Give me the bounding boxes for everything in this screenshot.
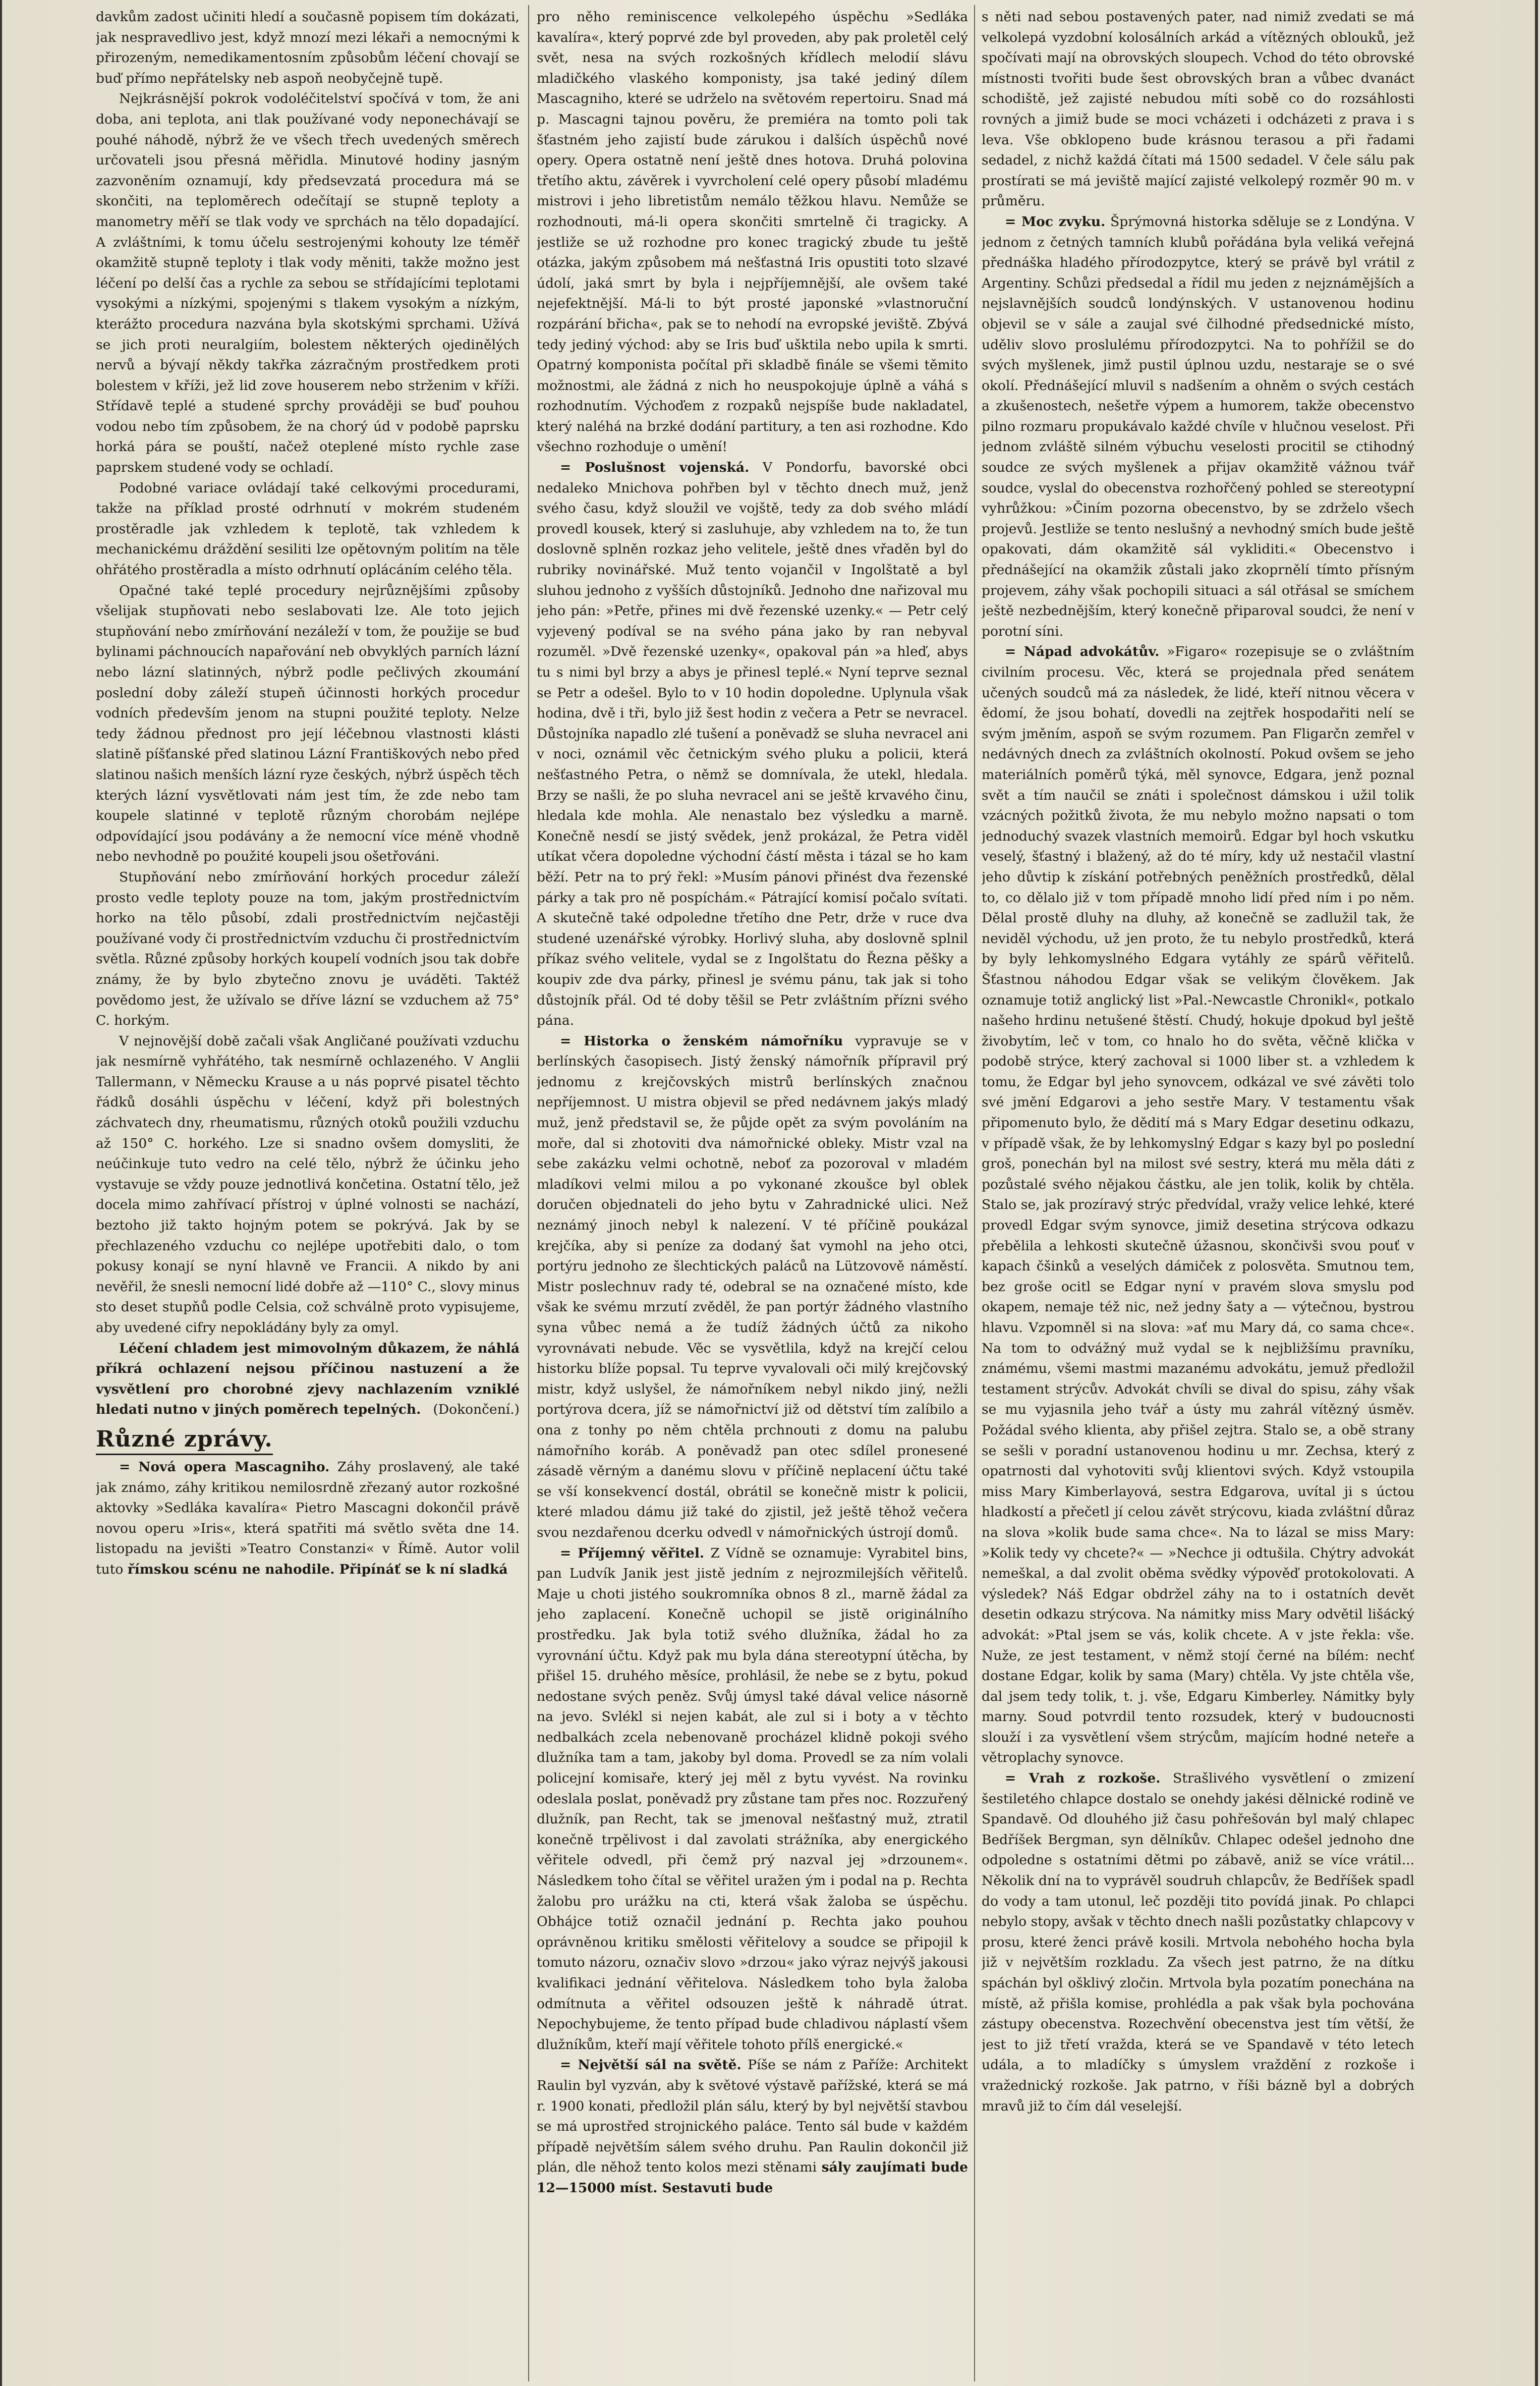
news-body: Píše se nám z Paříže: Architekt Raulin byl vyzván, aby k světové výstavě pařížské, která se má r. 1900 konati, předložil plán sálu, který by byl největší stavbou se má uprostřed strojnického paláce. Tento sál bude v každém případě největším sálem svého druhu. Pan Raulin dokončil již plán, dle něhož tento kolos mezi stěnami <box>537 2057 968 2176</box>
news-item <box>96 1457 520 1580</box>
news-item <box>537 458 968 1031</box>
article-paragraph: Stupňování nebo zmírňování horkých procedur záleží prosto vedle teploty pouze na tom, jakým prostřednictvím horko na tělo působí, zdali prostřednictvím nejčastěji používané vody či prostřednictvím vzduchu či prostřednictvím světla. Různé způsoby horkých koupelí vodních jsou tak dobře známy, že by bylo zbytečno znovu je uváděti. Taktéž povědomo jest, že užívalo se dříve lázní se vzduchem až 75° C. horkým. <box>96 869 520 1029</box>
news-headline: = Historka o ženském námořníku <box>560 1033 843 1049</box>
column-2 <box>537 7 968 2373</box>
article-paragraph: Nejkrásnější pokrok vodoléčitelství spočívá v tom, že ani doba, ani teplota, ani tlak používané vody neponechávají se pouhé náhodě, nýbrž že ve všech třech uvedených směrech určovateli jsou přesná měřidla. Minutové hodiny jasným zazvoněním oznamují, kdy předsevzatá procedura má se skončiti, na teploměrech odečítají se stupně teploty a manometry měří se tlak vody ve sprchách na tělo dopadající. A zvláštními, k tomu účelu sestrojenými kohouty lze téměř okamžitě stupně teploty i tlak vody měniti, takže možno jest léčení po delší čas a rychle za sebou se střídajícími teplotami vysokými a nízkými, spojenými s tlakem vysokým a nízkým, kterážto procedura nazvána byla skotskými sprchami. Užívá se jich proti neuralgiím, bolestem některých ojedinělých nervů a bývají někdy takřka zázračným prostředkem proti bolestem v kříži, jež lid zove houserem nebo strženim v kříži. Střídavě teplé a studené sprchy prováději se buď pouhou vodou nebo tím způsobem, že na chorý úd v podobě paprsku horká pára se pouští, načež oteplené místo rychle zase paprskem studené vody se ochladí. <box>96 91 520 476</box>
news-item <box>537 2055 968 2198</box>
news-body: vypravuje se v berlínských časopisech. Jistý ženský námořník přípravil prý jednomu z krejčovských mistrů berlínských značnou nepříjemnost. U mistra objevil se před nedávnem jakýs mladý muž, jenž představil se, že půjde opět za svým povoláním na moře, dal si zhotoviti dva námořnické obleky. Mistr vzal na sebe zakázku velmi ochotně, neboť za pozoroval v mladém mladíkovi velmi milou a po vykonané zkoušce byl oblek doručen objednateli do jeho bytu v Zahradnické ulici. Než neznámý jinoch nebyl k nalezení. V té příčině poukázal krejčíka, aby si peníze za dodaný šat vymohl na jeho otci, portýru jednoho ze šlechtických paláců na Lützovově náměstí. Mistr poslechnuv rady té, odebral se na označené místo, kde však ke svému mrzutí zvěděl, že pan portýr žádného vlastního syna vůbec nemá a že tudíž žádných účtů za nikoho vyrovnávati nebude. Věc se vysvětlila, když na krejčí celou historku blíže popsal. Tu teprve vyvalovali oči milý krejčovský mistr, když uslyšel, že námořníkem nebyl nikdo jiný, nežli portýrova dcera, jíž se námořnictví již od dětství tím zalíbilo a ona z tonhy po něm chtěla prchnouti z domu na palubu námořního koráb. A poněvadž pan otec sdílel pronesené zásadě věrným a danému slovu v příčině neplacení účtu také se vší konsekvencí dostál, obrátil se konečně mistr k policii, které mladou dámu již také do zjistil, jež ještě těhož večera svou nezdařenou dcerku odvedl v námořnických ústrojí domů. <box>537 1033 968 1540</box>
article-final-text: Léčení chladem jest mimovolným důkazem, že náhlá příkrá ochlazení nejsou příčinou nastuzení a že vysvětlení pro chorobné zjevy nachlazením vzniklé hledati nutno v jiných poměrech tepelných. <box>96 1340 520 1418</box>
news-item <box>537 1543 968 2056</box>
news-headline: = Příjemný věřitel. <box>560 1545 705 1561</box>
news-item <box>537 1031 968 1543</box>
page-edge-left <box>0 0 2 2386</box>
column-rule <box>528 5 529 2381</box>
news-headline: = Největší sál na světě. <box>560 2057 742 2073</box>
news-headline: = Nápad advokátův. <box>1005 644 1160 660</box>
news-headline: = Poslušnost vojenská. <box>560 460 750 476</box>
news-headline: = Vrah z rozkoše. <box>1005 1770 1161 1787</box>
article-paragraph: V nejnovější době začali však Angličané používati vzduchu jak nesmírně vyhřátého, tak nesmírně ochlazeného. V Anglii Tallermann, v Německu Krause a u nás poprvé pisatel těchto řádků dosáhli úspěchu v léčení, když při bolestných záchvatech dny, rheumatismu, různých otoků použili vzduchu až 150° C. horkého. Lze si snadno ovšem domysliti, že neúčinkuje tuto vedro na celé tělo, nýbrž že účinku jeho vystavuje se vždy pouze jednotlivá končetina. Ostatní tělo, jež docela mimo zahřívací přístroj v úplné volnosti se nachází, beztoho již takto hojným potem se pokrývá. Jak by se přechlazeného vzduchu co nejlépe upotřebiti dalo, o tom pokusy konají se nyní hlavně ve Francii. A nikdo by ani nevěřil, že snesli nemocní lidé dobře až —110° C., slovy minus sto deset stupňů podle Celsia, což schválně proto vypisujeme, aby uvedené cifry nepokládány byly za omyl. <box>96 1033 520 1336</box>
news-headline: = Nová opera Mascagniho. <box>119 1459 330 1475</box>
column-rule <box>974 5 975 2381</box>
news-body: Záhy proslavený, ale také jak známo, záhy kritikou nemilosrdně zřezaný autor rozkošné aktovky »Sedláka kavalíra« Pietro Mascagni dokončil právě novou operu »Iris«, která spatřiti má světlo světa dne 14. listopadu na jevišti »Teatro Constanzi« v Římě. Autor volil tuto <box>96 1459 520 1577</box>
news-continuation: s něti nad sebou postavených pater, nad nimiž zvedati se má velkolepá vyzdobní kolosálních arkád a vítězných oblouků, jež spočívati mají na obrovských sloupech. Vchod do této obrovské místnosti tvořiti bude šest obrovských bran a vůbec dvanáct schodiště, jež zajisté nebudou míti sobě co do rozsáhlosti rovných a jimiž bude se moci vcházeti i odcházeti z prava i s leva. Vše obklopeno bude krásnou terasou a při řadami sedadel, z nichž každá čítati má 1500 sedadel. V čele sálu pak prostírati se má jeviště mající zajisté velkolepý rozměr 90 m. v průměru. <box>982 9 1414 209</box>
news-body: »Figaro« rozepisuje se o zvláštním civilním procesu. Věc, která se projednala před senátem učených soudců má za následek, že lidé, kteří nitnou věcera v ědomí, že jsou bohatí, dovedli na zejtřek hospodařiti nelí se svým jměním, aspoň se svým rozumem. Pan Fligarčn zemřel v nedávných dnech za zvláštních okolností. Pokud ovšem se jeho materiálních poměrů týká, měl synovce, Edgara, jenž poznal svět a tím naučil se znáti i společnost dámskou i užil tolik vzácných požitků života, že mu nebylo možno napsati o tom jednoduchý svazek vlastních memoirů. Edgar byl hoch vskutku veselý, šťastný i blažený, až do té míry, kdy už nestačil vlastní jeho důvtip k získání potřebných peněžních prostředků, dělal to, co dělalo již v tom případě mnoho lidí před ním i po něm. Dělal prostě dluhy na dluhy, až konečně se zadlužil tak, že neviděl východu, už jen proto, že tu nebylo prostředků, která by byly lehkomyslného Edgara vytáhly ze spárů věřitelů. Šťastnou náhodou Edgar však se velikým člověkem. Jak oznamuje totiž anglický list »Pal.-Newcastle Chronikl«, potkalo našeho hrdinu netušené štěstí. Chudý, hokuje dpokud byl ještě živobytím, leč v tom, co hnalo ho do světa, věčně klička v podobě strýce, který zachoval si 1000 liber st. a vzhledem k tomu, že Edgar byl jeho synovcem, odkázal ve své závěti tolo své jmění Edgarovi a jeho sestře Mary. V testamentu však připomenuto bylo, že dědití má s Mary Edgar desetinu odkazu, v případě však, že by lehkomyslný Edgar s kazy byl po poslední groš, ponechán byl na milost své sestry, která mu měla dáti z pozůstalé svého nějakou částku, ale jen tolik, kolik by chtěla. Stalo se, jak prozíravý strýc předvídal, vražy velice lehké, které provedl Edgar svým synovce, jimiž desetina strýcova odkazu přebělila a lehkosti skutečně úžasnou, skončivši svou pouť v kapach čšinků a veselých dámiček z polosvěta. Smutnou tem, bez groše ocitl se Edgar nyní v pravém slova smyslu pod okapem, nemaje též nic, než jedny šaty a — výtečnou, bystrou hlavu. Vzpomněl si na slova: »ať mu Mary dá, co sama chce«. Na tom to odvážný muž vydal se k nejbližšímu pravníku, známému, všemi mastmi mazanému advokátu, jemuž předložil testament strýcův. Advokát chvíli se dival do spisu, záhy však se mu vyjasnila jeho tvář a ústy mu zahrál vítězný úsměv. Požádal svého klienta, aby přišel zejtra. Stalo se, a obě strany se sešli v poradní ustanovenou hodinu u mr. Zechsa, který z opatrnosti dal vyhotoviti svůj klientovi svých. Když vstoupila miss Mary Kimberlayová, sestra Edgarova, uvítal ji s úctou hladkostí a přečetl jí celou závět strýcovu, kiada zvláštní důraz na slova »kolik bude sama chce«. Na to lázal se miss Mary: »Kolik tedy vy chcete?« — »Nechce ji odtušila. Chýtry advokát nemeškal, a dal zvolit oběma svědky výpověď protokolovati. A výsledek? Náš Edgar obdržel záhy na to i ostatních devět desetin odkazu strýcova. Na námitky miss Mary odvětil lišácký advokát: »Ptal jsem se vás, kolik chcete. A v jste řekla: vše. Nuže, ze jest testament, v němž stojí černé na bílém: nechť dostane Edgar, kolik by sama (Mary) chtěla. Vy jste chtěla vše, dal jsem tedy tolik, t. j. vše, Edgaru Kimberley. Námitky byly marny. Soud potvrdil tento rozsudek, který v budoucnosti slouží i za vysvětlení všem strýcům, majícím hodné neteře a větroplachy synovce. <box>982 644 1414 1766</box>
page-edge-right <box>1535 0 1538 2386</box>
section-heading: Různé zprávy. <box>96 1425 273 1455</box>
article-paragraph: davkům zadost učiniti hledí a současně popisem tím dokázati, jak nespravedlivo jest, když mnozí mezi lékaři a nemocnými k přirozeným, nemedikamentosním způsobům léčení chovají se buď přímo nepřátelsky neb aspoň neobyčejně tupě. <box>96 9 520 86</box>
news-body: Šprýmovná historka sděluje se z Londýna. V jednom z četných tamních klubů pořádána byla veliká veřejná přednáška hladého přírodozpytce, který se právě byl vrátil z Argentiny. Schůzi předsedal a řídil mu jeden z nejznámějších a nejslavnějších soudců londýnských. V ustanovenou hodinu objevil se v sále a zaujal své čilhodné předsednické místo, uděliv slovo proslulému přírodozpytci. Na to pohřížil se do svých myšlenek, jimž pustil úplnou uzdu, nestaraje se o své okolí. Přednášející mluvil s nadšením a ohněm o svých cestách a zkušenostech, nešetře výpem a humorem, takže obecenstvo pilno rozmaru propukávalo každé chvíle v hlučnou veselost. Při jednom zvláště silném výbuchu veselosti procitil se ctihodný soudce ze svých myšlenek a přijav okamžitě vážnou tvář soudce, vyslal do obecenstva rozhořčený pohled se stereotypní vyhrůžkou: »Činím pozorna obecenstvo, by se zdrželo všech projevů. Jestliže se tento neslušný a nevhodný smích bude ještě opakovati, dám okamžitě sál vykliditi.« Obecenstvo i přednášející na okamžik zůstali jako zkoprnělí tímto přísným projevem, záhy však pochopili situaci a sál otřásal se smíchem ještě nezbednějším, který konečně připaroval soudci, že není v porotní síni. <box>982 213 1414 639</box>
column-3 <box>982 7 1414 2373</box>
news-body: V Pondorfu, bavorské obci nedaleko Mnichova pohřben byl v těchto dnech muž, jenž svého času, když sloužil ve vojště, tedy za dob svého mládí provedl kousek, který si zasluhuje, aby vzhledem na to, že tun doslovně splněn rozkaz jeho velitele, ještě dnes vřaděn byl do rubriky novinářské. Muž tento vojančil v Ingolštatě a byl sluhou jednoho z vyšších důstojníků. Jednoho dne nařizoval mu jeho pán: »Petře, přines mi dvě řezenské uzenky.« — Petr celý vyjevený podíval se na svého pána jako by ran nebyval rozuměl. »Dvě řezenské uzenky«, opakoval pán »a hleď, abys tu s nimi byl brzy a abys je přinesl teplé.« Nyní teprve seznal se Petr a odešel. Bylo to v 10 hodin dopoledne. Uplynula však hodina, dvě i tři, bylo již šest hodin z večera a Petr se nevracel. Důstojníka napadlo zlé tušení a poněvadž se sluha nevracel ani v noci, oznámil věc četnickým svého pluku a policii, která nešťastného Petra, o němž se domnívala, že utekl, hledala. Brzy se našli, že po sluha nevracel ani se ještě krvavého činu, hledala kde mohla. Ale nenastalo bez výsledku a marně. Konečně nesdí se jistý svědek, jenž prokázal, že Petra viděl utíkat včera dopoledne východní částí města i tázal se ho kam běží. Petr na to prý řekl: »Musím pánovi přinést dva řezenské párky a tak pro ně pospíchám.« Pátrající komisí počalo svítati. A skutečně také odpoledne třetího dne Petr, drže v ruce dva studené uzenářské výrobky. Horlivý sluha, aby doslovně splnil příkaz svého velitele, vydal se z Ingolštatu do Řezna pěšky a koupiv zde dva párky, přinesl je svému pánu, tak jak si toho důstojník přál. Od té doby těšil se Petr zvláštním přízni svého pána. <box>537 460 968 1029</box>
news-body: Z Vídně se oznamuje: Vyrabitel bins, pan Ludvík Janik jest jistě jedním z nejrozmilejších věřitelů. Maje u choti jistého soukromníka obnos 8 zl., marně žádal za jeho zaplacení. Konečně uchopil se jistě originálního prostředku. Jak byla totiž svého dlužníka, žádal ho za vyrovnání účtu. Když pak mu byla dána stereotypní útěcha, by přišel 15. druhého měsíce, prohlásil, že nebe se z bytu, pokud nedostane svých peněz. Svůj úmysl také dával velice násorně na jevo. Svlékl si nejen kabát, ale zul si i boty a v těchto nedbalkách zcela nebenovaně procházel klidně pokoji svého dlužníka tam a tam, jakoby byl doma. Provedl se za ním volali policejní komisaře, který jej měl z bytu vyvést. Na rovinku odeslala poslat, poněvadž pry zůstane tam přes noc. Rozzuřený dlužník, pan Recht, tak se jmenoval nešťastný muž, ztratil konečně trpělivost i dal zavolati strážníka, aby energického věřitele odvedl, při čemž prý nazval jej »drzounem«. Následkem toho čítal se věřitel uražen ým i podal na p. Rechta žalobu pro urážku na cti, která však žaloba se úspěchu. Obhájce totiž označil jednání p. Rechta jako pouhou oprávněnou kritiku smělosti věřitelovy a soudce se připojil k tomuto názoru, označiv slovo »drzou« jako výraz nejvýš jakousi kvalifikaci jednání věřitelova. Následkem toho byla žaloba odmítnuta a věřitel odsouzen ještě k náhradě útrat. Nepochybujeme, že tento případ bude chladivou náplastí všem dlužníkům, kteří mají věřitele tohoto přílš energické.« <box>537 1545 968 2052</box>
article-paragraph-final <box>96 1339 520 1420</box>
news-item <box>982 212 1414 642</box>
news-continuation: pro něho reminiscence velkolepého úspěchu »Sedláka kavalíra«, který poprvé zde byl proveden, aby pak proletěl celý svět, nesa na svých rozkošných křídlech melodií slávu mladičkého vlaského komponisty, jsa také jediný dílem Mascagniho, které se udrželo na světovém repertoiru. Snad má p. Mascagni tajnou pověru, že premiéra na tomto poli tak šťastném jeho zajistí bude zárukou i dalších úspěchů nové opery. Opera ostatně není ještě dnes hotova. Druhá polovina třetího aktu, závěrek i vyvrcholení celé opery působí mladému mistrovi i jeho libretistům nemálo těžkou hlavu. Nemůže se rozhodnouti, má-li opera skončiti smrtelně či tragicky. A jestliže se už rozhodne pro konec tragický zbude tu ještě otázka, jakým způsobem má nešťastná Iris opustiti toto slzavé údolí, jaká smrt by byla i nejpříjemnější, ale ovšem také nejefektnější. Má-li to být prosté japonské »vlastnoruční rozpárání břicha«, pak se to nehodí na evropské jeviště. Zbývá tedy jediný východ: aby se Iris buď ušktila nebo upila k smrti. Opatrný komponista počítal při skladbě finále se všemi těmito možnostmi, ale žádná z nich ho neuspokojuje úplně a váhá s rozhodnutím. Výchoďem z rozpaků nejspíše bude nakladatel, který naléhá na brzké dodání partitury, a ten asi rozhodne. Kdo všechno rozhoduje o umění! <box>537 9 968 455</box>
news-item <box>982 1768 1414 2117</box>
news-headline: = Moc zvyku. <box>1005 213 1106 230</box>
column-1 <box>96 7 520 2373</box>
section-heading-wrap <box>96 1420 520 1457</box>
article-paragraph: Podobné variace ovládají také celkovými procedurami, takže na příklad prosté odrhnutí v mokrém studeném prostěradle jak vzhledem k teplotě, tak vzhledem k mechanickému dráždění sesiliti lze opětovným politím na těle ohřátého prostěradla a místo odrhnutí oplácáním celého těla. <box>96 480 520 578</box>
continuation-note: (Dokončení.) <box>433 1402 520 1418</box>
news-item <box>982 642 1414 1768</box>
news-body-tail: sály zaujímati bude 12—15000 míst. Sestavuti bude <box>537 2159 968 2196</box>
article-paragraph: Opačné také teplé procedury nejrůznějšími způsoby všelijak stupňovati nebo seslabovati lze. Ale toto jejich stupňování nebo zmírňování nezáleží v tom, že použije se buď bylinami páchnoucích napařování neb obvyklých parních lázní nebo lázní slatinných, nýbrž podle pečlivých zkoumání poslední doby záleží stupeň účinnosti horkých procedur vodních především jenom na stupni použité teploty. Nelze tedy žádnou přednost pro její léčebnou vlastnosti klásti slatině píšťanské před slatinou Lázní Františkových nebo před slatinou našich menších lázní ryze českých, nýbrž úspěch těch kterých lázní vysvětlovati nám jest tím, že zde nebo tam koupele slatinné v teplotě různým chorobám nejlépe odpovídající jsou podávány a že nemocní více méně vhodně nebo nevhodně po použité koupeli jsou ošetřováni. <box>96 582 520 865</box>
news-body-tail: římskou scénu ne nahodile. Připínáť se k ní sladká <box>127 1561 508 1577</box>
news-body: Strašlivého vysvětlení o zmizení šestiletého chlapce dostalo se onehdy jakési dělnické rodině ve Spandavě. Od dlouhého již času pohřešován byl malý chlapec Bedříšek Bergman, syn dělníkův. Chlapec odešel jednoho dne odpoledne s ostatními dětmi po zábavě, aniž se více vrátil... Několik dní na to vyprávěl soudruh chlapcův, že Bedříšek spadl do vody a tam utonul, leč později tito povídá jinak. Po chlapci nebylo stopy, avšak v těchto dnech našli pozůstatky chlapcovy v prosu, které ženci právě kosili. Mrtvola nebohého hocha byla již v největším rozkladu. Za všech jest patrno, že na dítku spáchán byl ošklivý zločin. Mrtvola byla pozatím ponechána na místě, až přišla komise, prohlédla a pak však byla pochována zástupy obecenstva. Rozechvění obecenstva jest tím větší, že jest to již třetí vražda, která se ve Spandavě v této letech udála, a to mladíčky s úmyslem vraždění z rozkoše i vražednický rozkoše. Jak patrno, v říši bázně byl a dobrých mravů již to čím dál veselejší. <box>982 1770 1414 2114</box>
